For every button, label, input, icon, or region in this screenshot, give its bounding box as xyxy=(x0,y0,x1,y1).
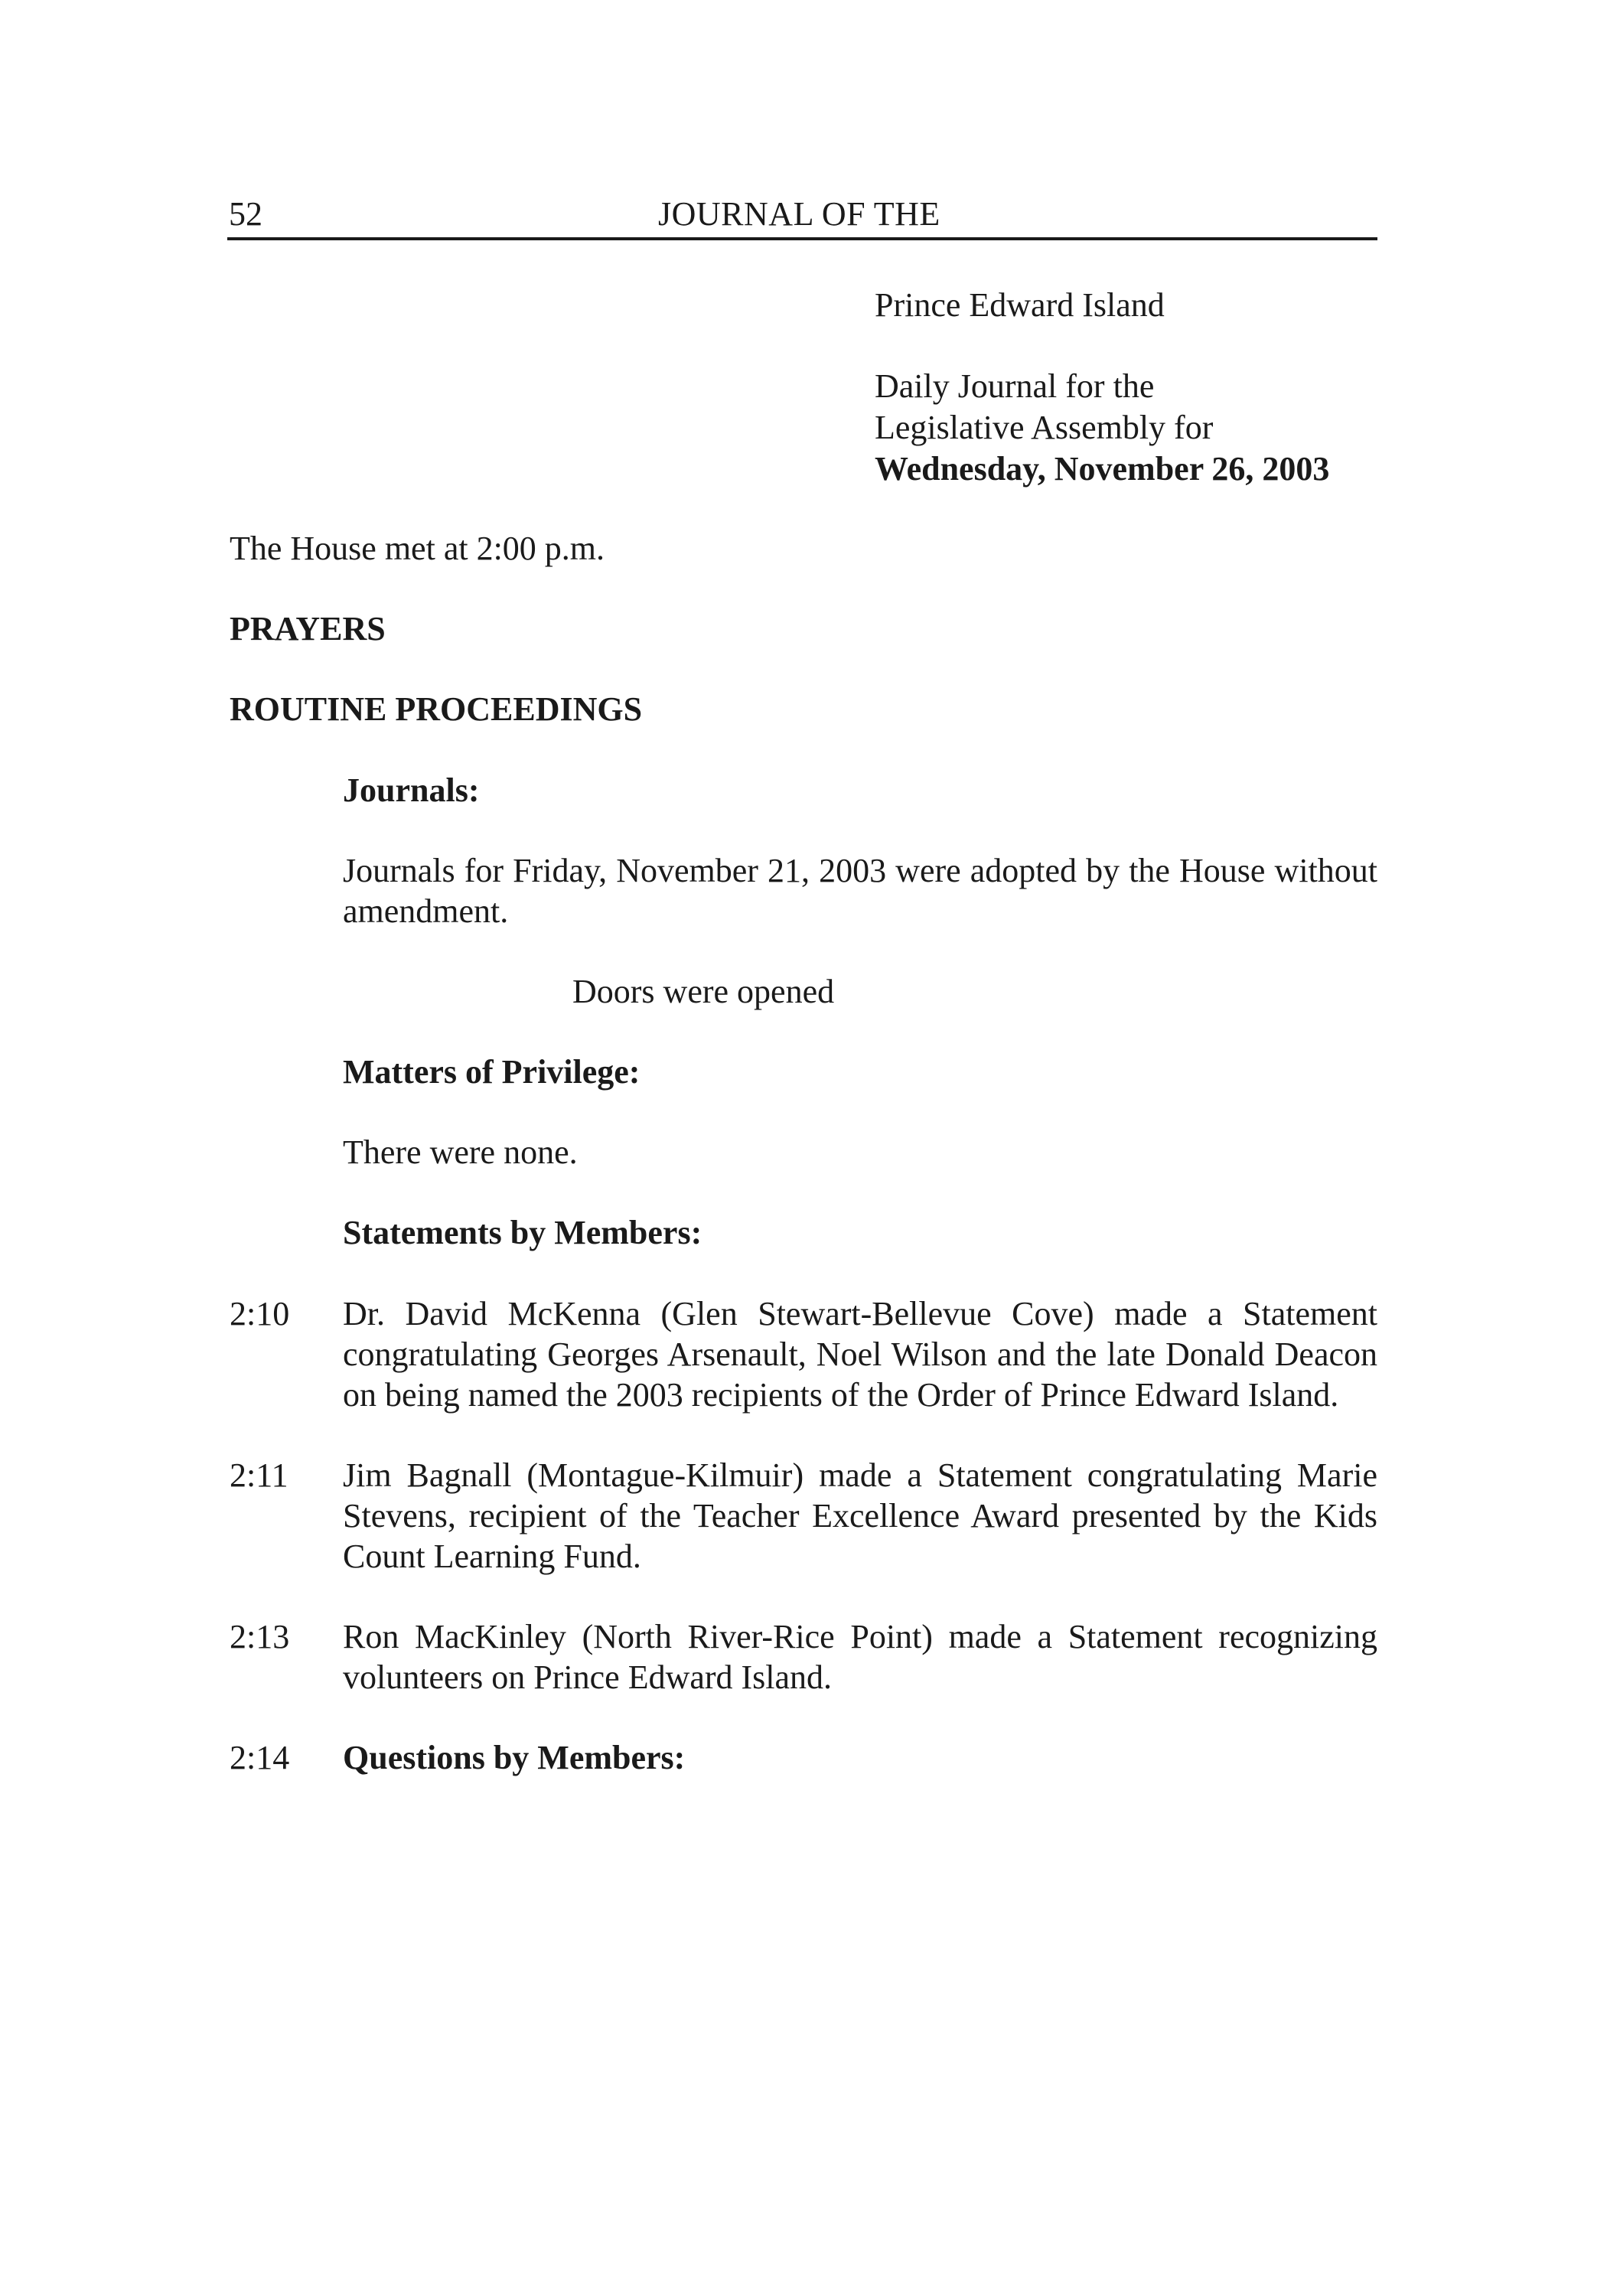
running-title: JOURNAL OF THE xyxy=(658,195,940,233)
statements-heading: Statements by Members: xyxy=(343,1214,702,1251)
sitting-date: Wednesday, November 26, 2003 xyxy=(875,450,1330,488)
statement-time: 2:13 xyxy=(230,1618,290,1655)
title-block xyxy=(875,285,1329,490)
prayers-heading: PRAYERS xyxy=(230,610,386,647)
statement-line: Count Learning Fund. xyxy=(343,1538,641,1575)
journals-line-2: amendment. xyxy=(343,892,509,930)
statement-entry xyxy=(343,1616,1377,1698)
title-line-2: Legislative Assembly for xyxy=(875,409,1214,446)
statement-line: Stevens, recipient of the Teacher Excellence Award presented by the Kids xyxy=(343,1497,1377,1534)
statement-line: Jim Bagnall (Montague-Kilmuir) made a Statement congratulating Marie xyxy=(343,1456,1377,1494)
page-number: 52 xyxy=(229,195,262,233)
statement-line: Ron MacKinley (North River-Rice Point) made a Statement recognizing xyxy=(343,1618,1377,1655)
journals-text xyxy=(343,850,1377,931)
journals-heading: Journals: xyxy=(343,771,480,809)
routine-proceedings-heading: ROUTINE PROCEEDINGS xyxy=(230,690,643,728)
statement-line: congratulating Georges Arsenault, Noel Wilson and the late Donald Deacon xyxy=(343,1336,1377,1373)
statement-line: volunteers on Prince Edward Island. xyxy=(343,1658,833,1696)
statement-time: 2:10 xyxy=(230,1295,290,1332)
statement-line: on being named the 2003 recipients of the Order of Prince Edward Island. xyxy=(343,1376,1339,1414)
matters-of-privilege-heading: Matters of Privilege: xyxy=(343,1053,641,1091)
doors-opened-text: Doors were opened xyxy=(572,973,835,1010)
house-met-text: The House met at 2:00 p.m. xyxy=(230,530,605,567)
statement-entry xyxy=(343,1455,1377,1577)
matters-of-privilege-text: There were none. xyxy=(343,1133,578,1171)
statement-entry xyxy=(343,1293,1377,1415)
questions-time: 2:14 xyxy=(230,1739,290,1776)
journals-line-1: Journals for Friday, November 21, 2003 were adopted by the House without xyxy=(343,852,1377,889)
title-line-1: Daily Journal for the xyxy=(875,367,1155,405)
page-header xyxy=(227,194,1377,240)
statement-time: 2:11 xyxy=(230,1456,288,1494)
questions-heading: Questions by Members: xyxy=(343,1739,686,1776)
province-name: Prince Edward Island xyxy=(875,286,1165,324)
statement-line: Dr. David McKenna (Glen Stewart-Bellevue Cove) made a Statement xyxy=(343,1295,1377,1332)
